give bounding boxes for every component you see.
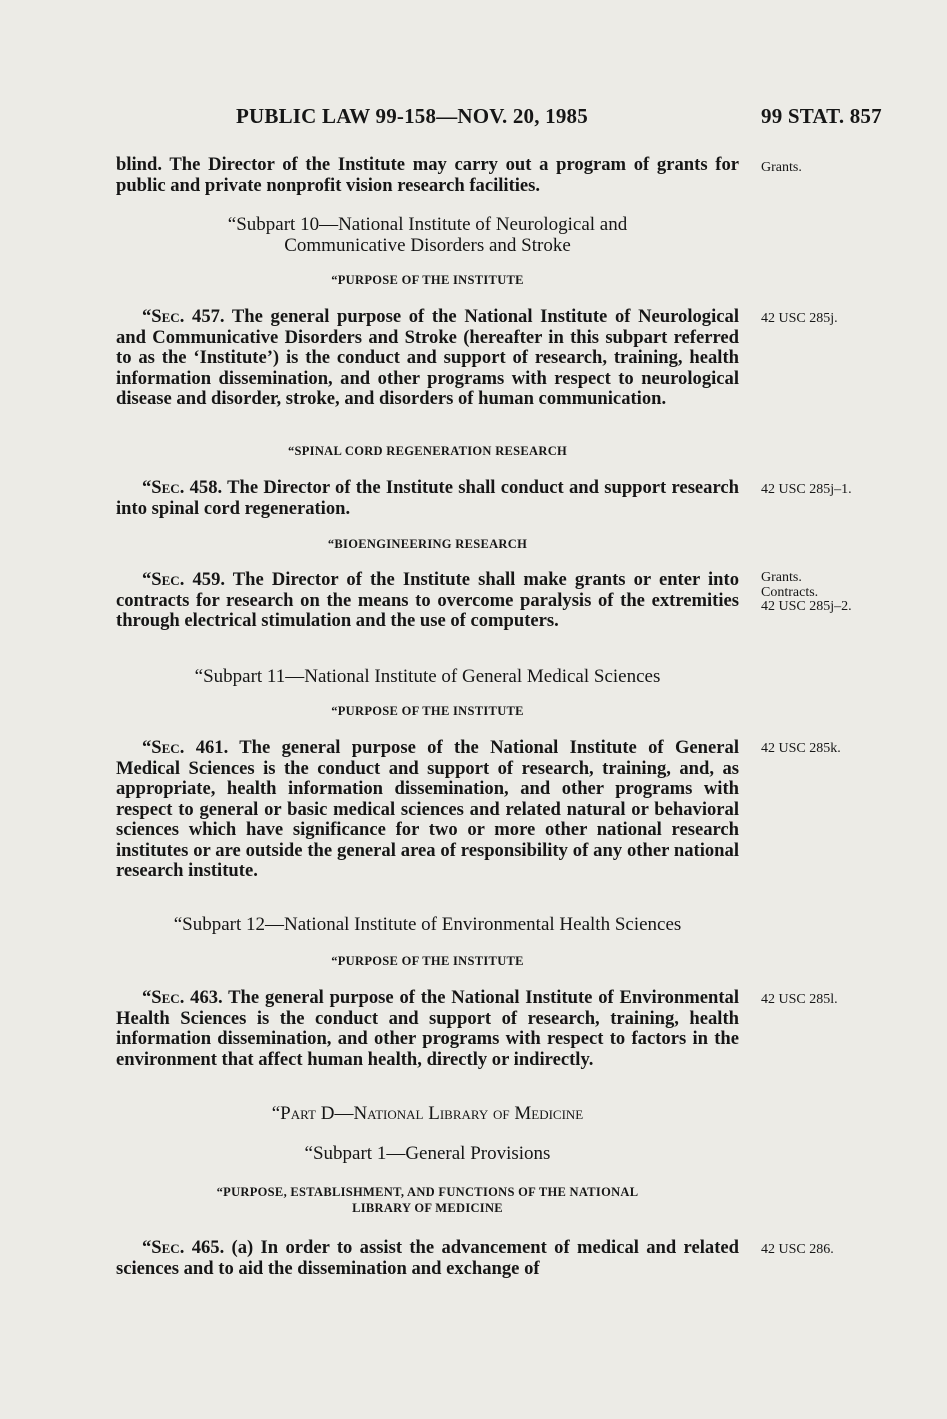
section-465: “Sec. 465. (a) In order to assist the advancement of medical and related sciences and to aid the dissemination and exchange of (116, 1237, 739, 1279)
margin-note-285j: 42 USC 285j. (761, 311, 838, 326)
margin-note-285l: 42 USC 285l. (761, 992, 838, 1007)
caption-purpose-neuro: “PURPOSE OF THE INSTITUTE (331, 273, 524, 287)
margin-note-grants: Grants. (761, 160, 802, 175)
statute-page-number: 99 STAT. 857 (761, 104, 882, 128)
margin-note-285k: 42 USC 285k. (761, 741, 841, 756)
section-461: “Sec. 461. The general purpose of the National Institute of General Medical Sciences is the conduct and support of research, training, and, as appropriate, health information dissemination, and other programs with respect to general or basic medical sciences and related natural or behavioral sciences which have significance for two or more other national research institutes or are outside the general area of responsibility of any other national research institute. (116, 737, 739, 881)
margin-note-286: 42 USC 286. (761, 1242, 834, 1257)
section-463: “Sec. 463. The general purpose of the National Institute of Environmental Health Sciences is the conduct and support of research, training, health information dissemination, and other programs with respect to factors in the environment that affect human health, directly or indirectly. (116, 987, 739, 1070)
paragraph-vision-grants: blind. The Director of the Institute may carry out a program of grants for public and private nonprofit vision research facilities. (116, 154, 739, 196)
margin-note-285j-1: 42 USC 285j–1. (761, 482, 852, 497)
section-457: “Sec. 457. The general purpose of the National Institute of Neurological and Communicative Disorders and Stroke (hereafter in this subpart referred to as the ‘Institute’) is the conduct and support of research, training, health information dissemination, and other programs with respect to neurological disease and disorder, stroke, and disorders of human communication. (116, 306, 739, 409)
subpart-1-heading: “Subpart 1—General Provisions (304, 1143, 551, 1164)
running-header-title: PUBLIC LAW 99-158—NOV. 20, 1985 (236, 104, 588, 128)
caption-library-functions: “PURPOSE, ESTABLISHMENT, AND FUNCTIONS OF THE NATIONAL LIBRARY OF MEDICINE (216, 1185, 639, 1215)
subpart-10-heading: “Subpart 10—National Institute of Neurological and Communicative Disorders and Stroke (227, 214, 628, 256)
section-458: “Sec. 458. The Director of the Institute shall conduct and support research into spinal cord regeneration. (116, 477, 739, 519)
caption-spinal-cord: “SPINAL CORD REGENERATION RESEARCH (287, 444, 568, 458)
margin-note-285j-2-group: Grants. Contracts. 42 USC 285j–2. (761, 570, 852, 614)
caption-purpose-general-medical: “PURPOSE OF THE INSTITUTE (331, 704, 524, 718)
subpart-11-heading: “Subpart 11—National Institute of General Medical Sciences (194, 666, 661, 687)
section-459: “Sec. 459. The Director of the Institute shall make grants or enter into contracts for research on the means to overcome paralysis of the extremities through electrical stimulation and the use of computers. (116, 569, 739, 631)
part-d-heading: “Part D—National Library of Medicine (271, 1103, 584, 1124)
caption-bioengineering: “BIOENGINEERING RESEARCH (327, 537, 528, 551)
caption-purpose-environmental: “PURPOSE OF THE INSTITUTE (331, 954, 524, 968)
subpart-12-heading: “Subpart 12—National Institute of Environmental Health Sciences (173, 914, 682, 935)
